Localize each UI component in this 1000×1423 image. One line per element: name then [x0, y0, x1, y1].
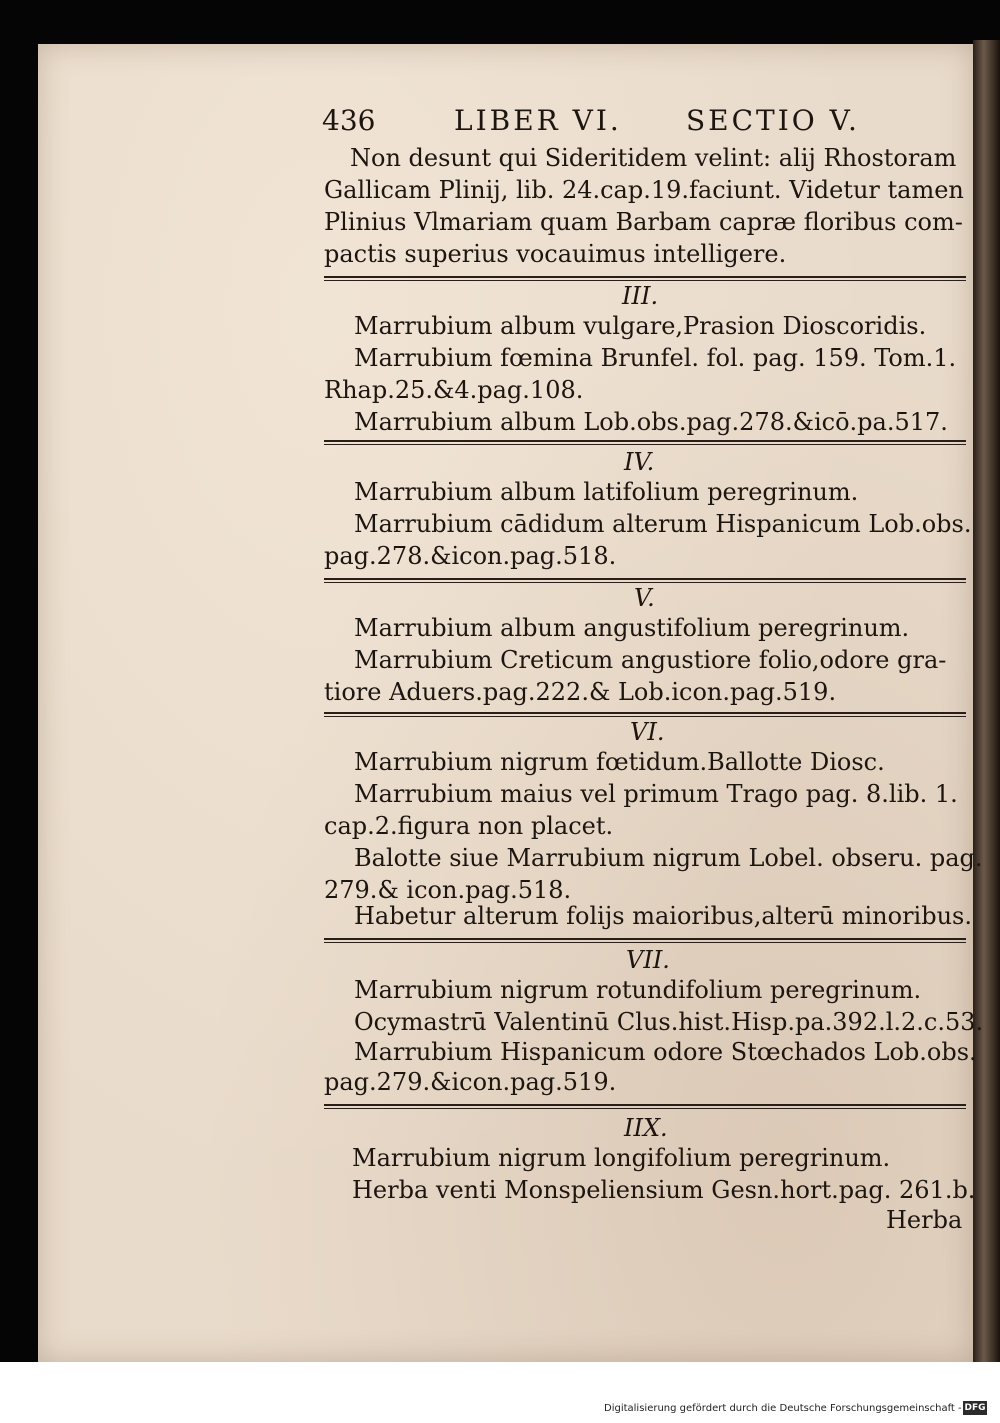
entry-line: cap.2.figura non placet. [324, 812, 614, 840]
section-numeral: VI. [630, 718, 665, 746]
entry-line: Marrubium nigrum rotundifolium peregrinum. [354, 976, 922, 1004]
entry-line: Marrubium nigrum longifolium peregrinum. [352, 1144, 891, 1172]
section-rule [324, 578, 966, 580]
entry-line: Marrubium album latifolium peregrinum. [354, 478, 859, 506]
entry-line: Ocymastrū Valentinū Clus.hist.Hisp.pa.392.l.2.c.53. [354, 1008, 984, 1036]
entry-line: Marrubium Creticum angustiore folio,odore gra- [354, 646, 947, 674]
entry-line: Marrubium nigrum fœtidum.Ballotte Diosc. [354, 748, 885, 776]
section-rule [324, 440, 966, 442]
entry-line: Rhap.25.&4.pag.108. [324, 376, 584, 404]
page-edge [973, 40, 1000, 1362]
entry-line: Herba venti Monspeliensium Gesn.hort.pag. 261.b. [352, 1176, 976, 1204]
entry-line: Marrubium album Lob.obs.pag.278.&icō.pa.517. [354, 408, 948, 436]
entry-line: Marrubium album vulgare,Prasion Dioscoridis. [354, 312, 927, 340]
entry-line: 279.& icon.pag.518. [324, 876, 572, 904]
entry-line: Marrubium Hispanicum odore Stœchados Lob.obs. [354, 1038, 977, 1066]
section-numeral: III. [622, 282, 659, 310]
entry-line: tiore Aduers.pag.222.& Lob.icon.pag.519. [324, 678, 837, 706]
intro-line: Plinius Vlmariam quam Barbam capræ floribus com- [324, 208, 963, 236]
section-rule [324, 276, 966, 278]
section-numeral: IIX. [624, 1114, 668, 1142]
section-rule [324, 712, 966, 714]
dfg-logo: DFG [964, 1403, 986, 1413]
running-header [322, 104, 972, 144]
header-sectio: SECTIO V. [686, 104, 860, 137]
section-rule [324, 938, 966, 940]
section-numeral: V. [634, 584, 655, 612]
entry-line: Marrubium cādidum alterum Hispanicum Lob.obs. [354, 510, 972, 538]
intro-line: Gallicam Plinij, lib. 24.cap.19.faciunt. Videtur tamen [324, 176, 964, 204]
entry-line: pag.278.&icon.pag.518. [324, 542, 617, 570]
section-numeral: IV. [624, 448, 655, 476]
entry-line: pag.279.&icon.pag.519. [324, 1068, 617, 1096]
footer-credit: Digitalisierung gefördert durch die Deutsche Forschungsgemeinschaft - [604, 1403, 962, 1414]
section-rule [324, 1104, 966, 1106]
entry-line: Marrubium album angustifolium peregrinum. [354, 614, 910, 642]
entry-line: Habetur alterum folijs maioribus,alterū minoribus. [354, 902, 972, 930]
intro-line: Non desunt qui Sideritidem velint: alij Rhostoram [350, 144, 957, 172]
entry-line: Balotte siue Marrubium nigrum Lobel. obseru. pag. [354, 844, 983, 872]
entry-line: Marrubium maius vel primum Trago pag. 8.lib. 1. [354, 780, 958, 808]
header-liber: LIBER VI. [454, 104, 622, 137]
intro-line: pactis superius vocauimus intelligere. [324, 240, 787, 268]
catchword: Herba [886, 1206, 963, 1234]
page-number: 436 [322, 104, 376, 137]
section-numeral: VII. [626, 946, 670, 974]
entry-line: Marrubium fœmina Brunfel. fol. pag. 159. Tom.1. [354, 344, 957, 372]
